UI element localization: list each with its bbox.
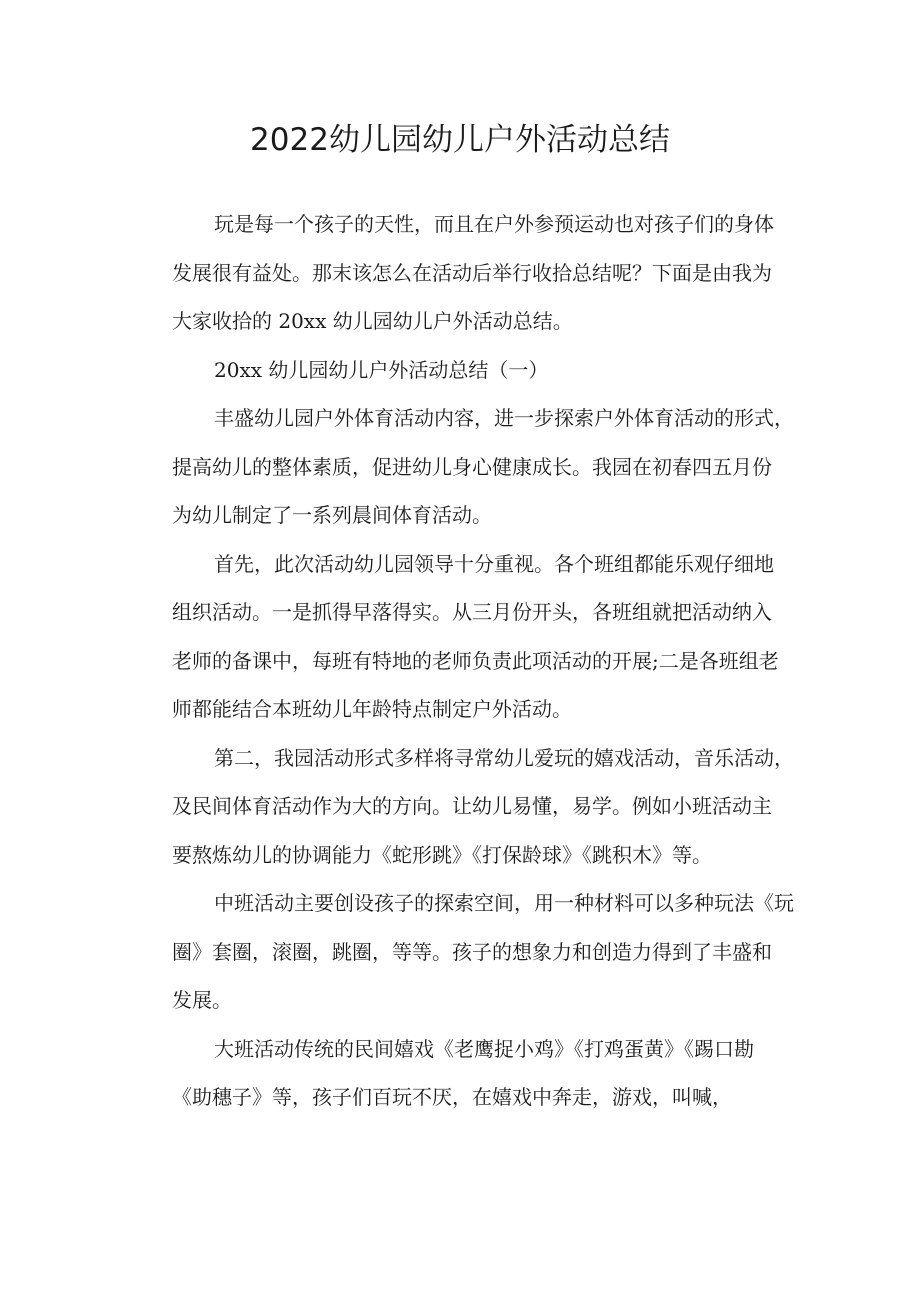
text-line: 大班活动传统的民间嬉戏《老鹰捉小鸡》《打鸡蛋黄》《踢口勘 xyxy=(214,1036,754,1061)
text-line: 玩是每一个孩子的天性，而且在户外参预运动也对孩子们的身体 xyxy=(214,212,774,236)
text-line: 为幼儿制定了一系列晨间体育活动。 xyxy=(172,503,492,527)
paragraph-senior-class xyxy=(172,1025,792,1122)
document-title: 2022幼儿园幼儿户外活动总结 xyxy=(250,122,670,158)
text-line: 组织活动。一是抓得早落得实。从三月份开头，各班组就把活动纳入 xyxy=(172,600,772,624)
text-line: 首先，此次活动幼儿园领导十分重视。各个班组都能乐观仔细地 xyxy=(214,551,774,576)
text-line: 20xx 幼儿园幼儿户外活动总结（一） xyxy=(214,357,549,382)
text-line: 发展很有益处。那末该怎么在活动后举行收拾总结呢？下面是由我为 xyxy=(172,260,772,285)
paragraph-overview xyxy=(172,394,792,540)
text-line: 及民间体育活动作为大的方向。让幼儿易懂，易学。例如小班活动主 xyxy=(172,794,772,818)
text-line: 老师的备课中，每班有特地的老师负责此项活动的开展;二是各班组老 xyxy=(172,648,779,673)
paragraph-second-point xyxy=(172,734,792,880)
text-line: 师都能结合本班幼儿年龄特点制定户外活动。 xyxy=(172,697,572,721)
text-line: 中班活动主要创设孩子的探索空间，用一种材料可以多种玩法《玩 xyxy=(214,891,794,915)
paragraph-intro xyxy=(172,200,792,346)
paragraph-middle-class xyxy=(172,879,792,1025)
text-line: 发展。 xyxy=(172,988,232,1012)
document-body xyxy=(172,200,792,1122)
text-line: 圈》套圈，滚圈，跳圈，等等。孩子的想象力和创造力得到了丰盛和 xyxy=(172,939,772,964)
text-line: 第二，我园活动形式多样将寻常幼儿爱玩的嬉戏活动，音乐活动， xyxy=(214,745,794,770)
text-line: 丰盛幼儿园户外体育活动内容，进一步探索户外体育活动的形式， xyxy=(214,406,794,430)
text-line: 提高幼儿的整体素质，促进幼儿身心健康成长。我园在初春四五月份 xyxy=(172,454,772,479)
text-line: 《助穗子》等，孩子们百玩不厌，在嬉戏中奔走，游戏，叫喊， xyxy=(172,1085,732,1109)
section-heading xyxy=(172,346,792,395)
text-line: 大家收拾的 20xx 幼儿园幼儿户外活动总结。 xyxy=(172,309,573,333)
paragraph-first-point xyxy=(172,540,792,734)
text-line: 要熬炼幼儿的协调能力《蛇形跳》《打保龄球》《跳积木》等。 xyxy=(172,842,712,867)
